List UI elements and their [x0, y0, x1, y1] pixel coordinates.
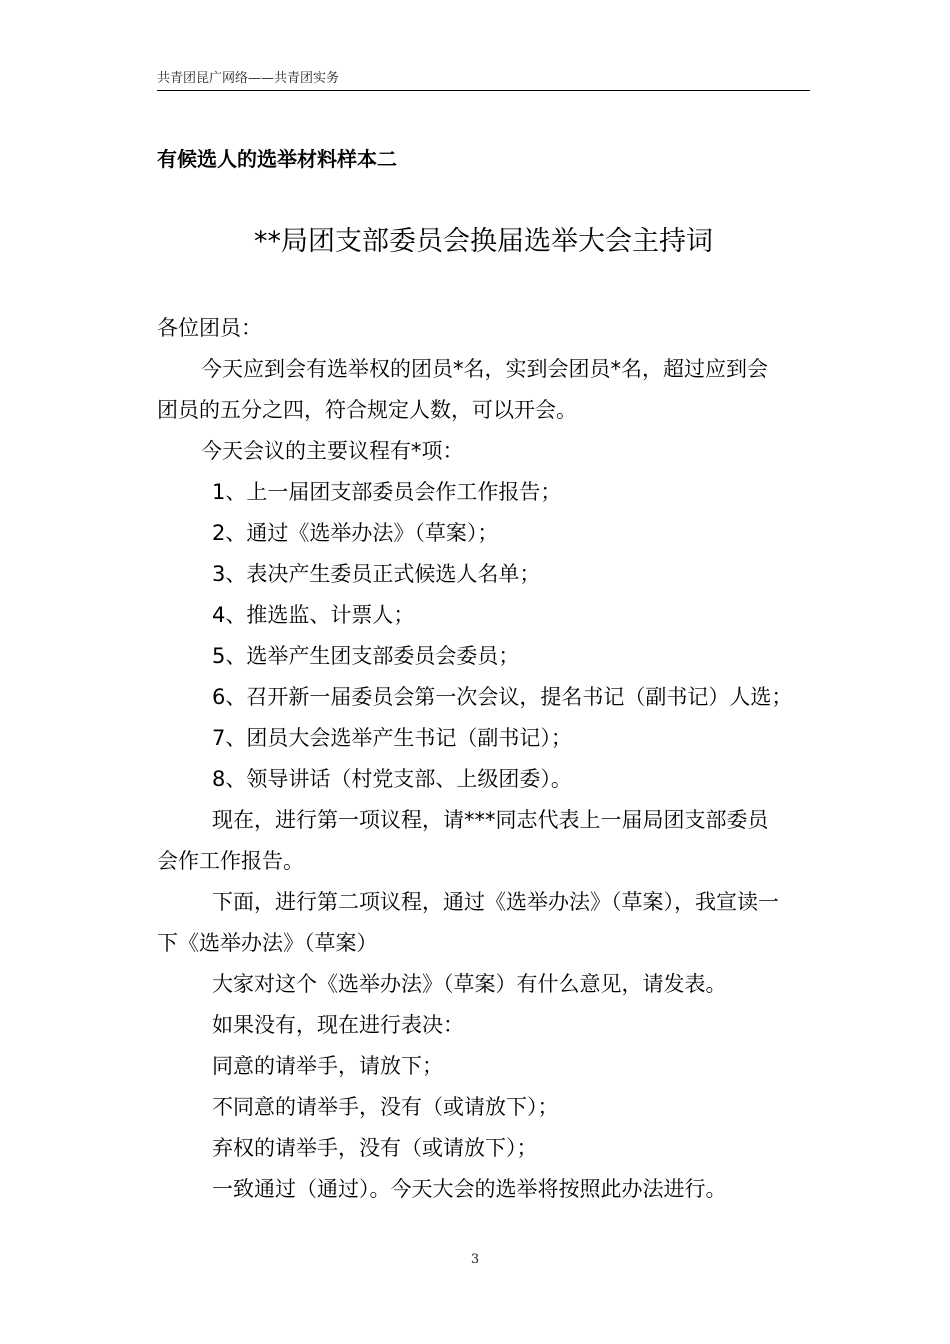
- first-agenda-paragraph-line-1: 现在，进行第一项议程，请***同志代表上一届局团支部委员: [212, 808, 769, 832]
- agenda-item: 8、领导讲话（村党支部、上级团委）。: [212, 767, 572, 791]
- agenda-item: 7、团员大会选举产生书记（副书记）；: [212, 726, 572, 750]
- attendance-paragraph-line-1: 今天应到会有选举权的团员*名，实到会团员*名，超过应到会: [201, 357, 768, 381]
- page-header-text: 共青团昆广网络——共青团实务: [157, 71, 340, 86]
- agenda-item: 2、通过《选举办法》（草案）；: [212, 521, 499, 545]
- greeting: 各位团员：: [157, 316, 262, 340]
- document-title: **局团支部委员会换届选举大会主持词: [254, 226, 713, 257]
- vote-result-line: 一致通过（通过）。今天大会的选举将按照此办法进行。: [212, 1177, 727, 1201]
- second-agenda-paragraph-line-2: 下《选举办法》（草案）: [157, 931, 378, 955]
- agenda-item: 3、表决产生委员正式候选人名单；: [212, 562, 541, 586]
- agenda-item: 6、召开新一届委员会第一次会议，提名书记（副书记）人选；: [212, 685, 793, 709]
- agenda-item: 4、推选监、计票人；: [212, 603, 415, 627]
- opinion-paragraph: 大家对这个《选举办法》（草案）有什么意见，请发表。: [212, 972, 727, 996]
- agenda-item: 5、选举产生团支部委员会委员；: [212, 644, 520, 668]
- vote-disagree-line: 不同意的请举手，没有（或请放下）；: [212, 1095, 559, 1119]
- agenda-item: 1、上一届团支部委员会作工作报告；: [212, 480, 562, 504]
- sample-title: 有候选人的选举材料样本二: [157, 147, 397, 171]
- vote-abstain-line: 弃权的请举手，没有（或请放下）；: [212, 1136, 538, 1160]
- vote-intro-paragraph: 如果没有，现在进行表决：: [212, 1013, 464, 1037]
- attendance-paragraph-line-2: 团员的五分之四，符合规定人数，可以开会。: [157, 398, 577, 422]
- document-body: [157, 308, 817, 1210]
- vote-agree-line: 同意的请举手，请放下；: [212, 1054, 443, 1078]
- first-agenda-paragraph-line-2: 会作工作报告。: [157, 849, 304, 873]
- agenda-intro: 今天会议的主要议程有*项：: [201, 439, 464, 463]
- page-number: 3: [470, 1252, 480, 1267]
- page-header: [157, 70, 810, 91]
- second-agenda-paragraph-line-1: 下面，进行第二项议程，通过《选举办法》（草案），我宣读一: [212, 890, 779, 914]
